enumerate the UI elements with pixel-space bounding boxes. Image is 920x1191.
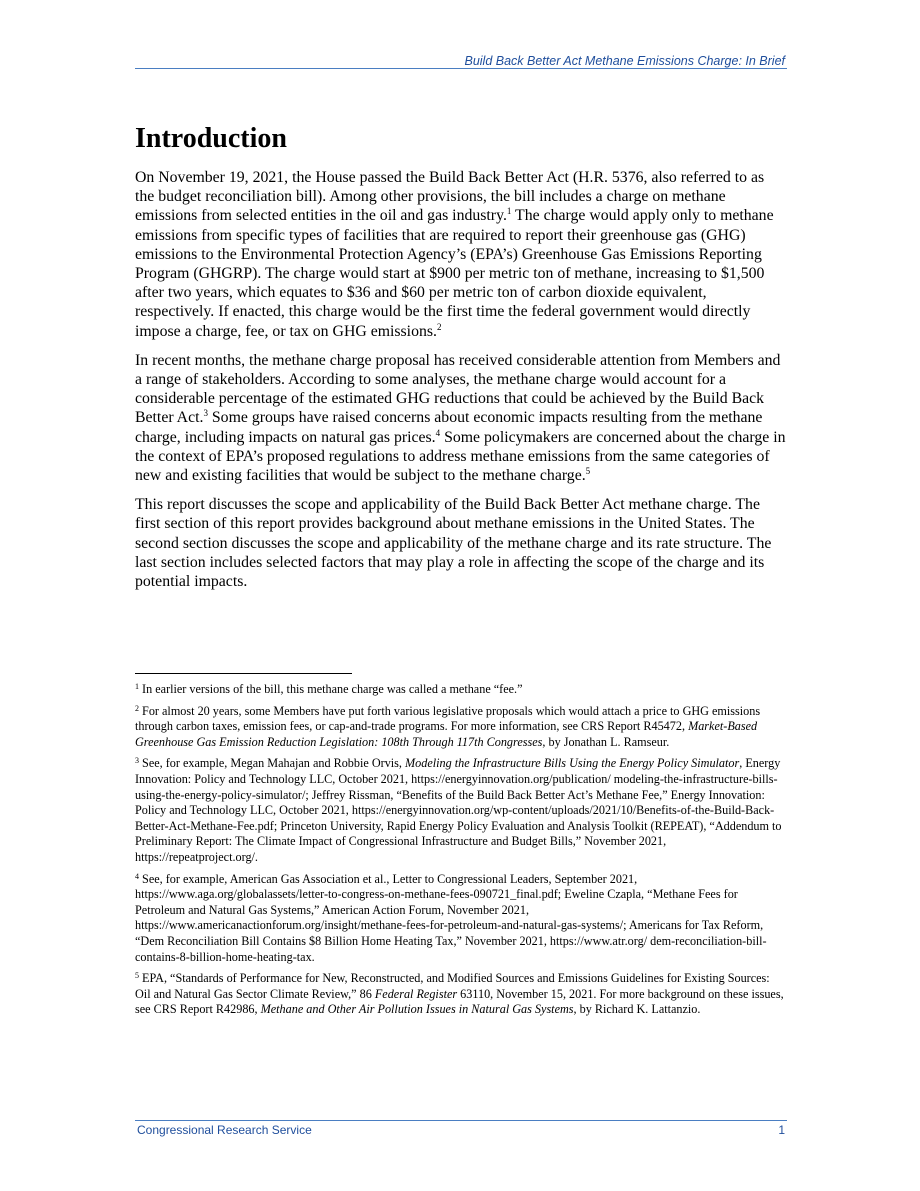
page-number: 1: [778, 1123, 785, 1137]
footnote-separator: [135, 673, 352, 674]
footnote-ref-2[interactable]: 2: [436, 321, 442, 332]
footnote-text: For almost 20 years, some Members have put forth various legislative proposals which would attach a price to GHG emissions through carbon taxes, emission fees, or cap-and-trade programs. For more information, see CRS Report R45472,: [135, 703, 761, 734]
paragraph-1-text: On November 19, 2021, the House passed the Build Back Better Act (H.R. 5376, also referred to as the budget reconciliation bill). Among other provisions, the bill includes a charge on methane emissions from selected entities in the oil and gas industry.: [135, 169, 765, 225]
section-heading: Introduction: [135, 123, 287, 154]
footnote-text: See, for example, American Gas Association et al., Letter to Congressional Leaders, September 2021, https://www.aga.org/globalassets/letter-to-congress-on-methane-fees-090721_final.pdf; Eweline Czapla, “Methane Fees for Petroleum and Natural Gas Systems,” American Action Forum, November 2021, https://www.americanactionforum.org/insight/methane-fees-for-petroleum-and-natural-gas-systems/; Americans for Tax Reform, “Dem Reconciliation Bill Contains $8 Billion Home Heating Tax,” November 2021, https://www.atr.org/ dem-reconciliation-bill-contains-8-billion-home-heating-tax.: [135, 871, 767, 964]
main-content: [135, 122, 787, 601]
footer-organization: Congressional Research Service: [137, 1123, 312, 1137]
footnote-ref-5[interactable]: 5: [585, 466, 591, 477]
footnote-report-title: Methane and Other Air Pollution Issues in Natural Gas Systems: [260, 1002, 574, 1017]
footnote-ref-3[interactable]: 3: [203, 408, 208, 419]
paragraph-1-text-cont: The charge would apply only to methane emissions from specific types of facilities that are required to report their greenhouse gas (GHG) emissions to the Environmental Protection Agency’s (EPA’s) Greenhouse Gas Emissions Reporting Program (GHGRP). The charge would start at $900 per metric ton of methane, increasing to $1,500 after two years, which equates to $36 and $60 per metric ton of carbon dioxide equivalent, respectively. If enacted, this charge would be the first time the federal government would directly impose a charge, fee, or tax on GHG emissions.: [135, 207, 774, 340]
footnote-text-cont: 63110, November 15, 2021. For more background on these issues, see CRS Report R42986,: [135, 986, 784, 1017]
paragraph-2: [135, 351, 787, 485]
footnote-text: See, for example, Megan Mahajan and Robbie Orvis,: [142, 756, 406, 771]
running-header-title: Build Back Better Act Methane Emissions Charge: In Brief: [464, 54, 785, 68]
footnote-journal-title: Federal Register: [374, 986, 458, 1001]
footnote-3: [135, 756, 787, 865]
footnote-4: [135, 872, 787, 966]
footnote-1: [135, 682, 787, 698]
footnote-text-cont2: , by Richard K. Lattanzio.: [573, 1002, 701, 1017]
paragraph-2-text: In recent months, the methane charge proposal has received considerable attention from Members and a range of stakeholders. According to some analyses, the methane charge would account for a considerable percentage of the estimated GHG reductions that could be achieved by the Build Back Better Act.: [135, 351, 781, 427]
footnote-report-title: Modeling the Infrastructure Bills Using the Energy Policy Simulator: [405, 756, 740, 771]
footnote-text: In earlier versions of the bill, this methane charge was called a methane “fee.”: [142, 682, 523, 696]
footnote-report-title: Market-Based Greenhouse Gas Emission Reduction Legislation: 108th Through 117th Congresses: [135, 719, 758, 749]
footnote-text-cont: , by Jonathan L. Ramseur.: [542, 734, 670, 749]
footnote-text: EPA, “Standards of Performance for New, Reconstructed, and Modified Sources and Emissions Guidelines for Existing Sources: Oil and Natural Gas Sector Climate Review,” 86: [135, 971, 770, 1001]
paragraph-2-text-cont: Some groups have raised concerns about economic impacts resulting from the methane charge, including impacts on natural gas prices.: [135, 409, 763, 446]
footnote-ref-1[interactable]: 1: [506, 206, 512, 217]
footnote-number: 1: [135, 682, 139, 691]
header-rule: [135, 68, 787, 69]
footnotes: [135, 682, 787, 1024]
paragraph-1: [135, 168, 787, 341]
paragraph-2-text-cont2: Some policymakers are concerned about the charge in the context of EPA’s proposed regulations to address methane emissions from the same categories of new and existing facilities that would be subject to the methane charge.: [135, 428, 786, 485]
paragraph-3: This report discusses the scope and applicability of the Build Back Better Act methane charge. The first section of this report provides background about methane emissions in the United States. The second section discusses the scope and applicability of the methane charge and its rate structure. The last section includes selected factors that may play a role in affecting the scope of the charge and its potential impacts.: [135, 496, 772, 591]
footnote-ref-4[interactable]: 4: [435, 427, 441, 438]
footnote-text-cont: , Energy Innovation: Policy and Technology LLC, October 2021, https://energyinnovation.org/publication/ modeling-the-infrastructure-bills-using-the-energy-policy-simulator/; Jeffrey Rissman, “Benefits of the Build Back Better Act’s Methane Fee,” Energy Innovation: Policy and Technology LLC, October 2021, https://energyinnovation.org/wp-content/uploads/2021/10/Benefits-of-the-Build-Back-Better-Act-Methane-Fee.pdf; Princeton University, Rapid Energy Policy Evaluation and Analysis Toolkit (REPEAT), “Addendum to Preliminary Report: The Climate Impact of Congressional Infrastructure and Budget Bills,” November 2021, https://repeatproject.org/.: [135, 756, 782, 864]
footnote-number: 5: [135, 971, 139, 981]
footnote-number: 2: [135, 703, 139, 713]
footnote-number: 3: [135, 756, 139, 766]
footnote-2: [135, 704, 787, 751]
footnote-5: [135, 971, 787, 1018]
footer-rule: [135, 1120, 787, 1121]
footnote-number: 4: [135, 871, 139, 881]
